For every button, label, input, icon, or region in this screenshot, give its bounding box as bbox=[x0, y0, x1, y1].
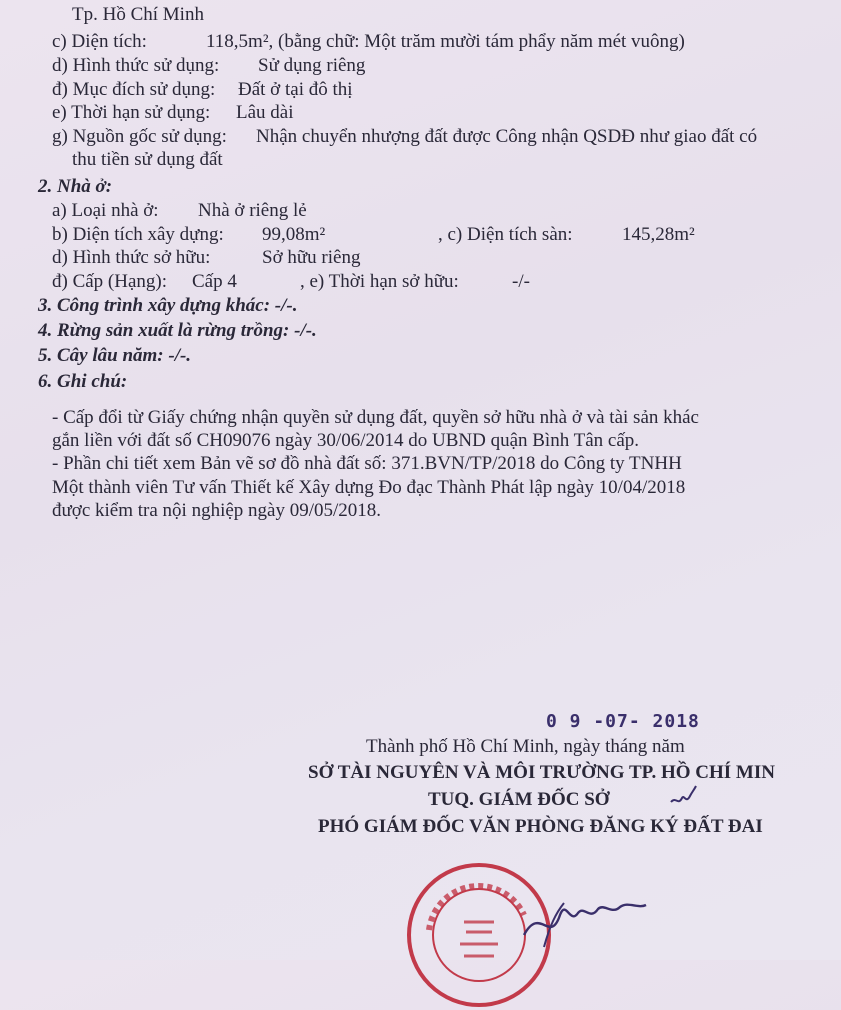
own-form-label: d) Hình thức sở hữu: bbox=[52, 247, 211, 268]
origin-value-2: thu tiền sử dụng đất bbox=[72, 149, 223, 170]
grade-label: đ) Cấp (Hạng): bbox=[52, 271, 168, 292]
note2-line1: - Phần chi tiết xem Bản vẽ sơ đồ nhà đất số: 371.BVN/TP/2018 do Công ty TNHH bbox=[52, 453, 682, 474]
term-label: e) Thời hạn sử dụng: bbox=[52, 102, 211, 123]
purpose-value: Đất ở tại đô thị bbox=[238, 79, 353, 100]
place-line: Tp. Hồ Chí Minh bbox=[72, 4, 204, 25]
house-type-value: Nhà ở riêng lẻ bbox=[198, 200, 307, 221]
grade-value: Cấp 4 bbox=[192, 271, 237, 292]
area-label: c) Diện tích: bbox=[52, 31, 147, 52]
own-form-value: Sở hữu riêng bbox=[262, 247, 361, 268]
notes-heading: 6. Ghi chú: bbox=[38, 371, 128, 392]
own-term-label: , e) Thời hạn sở hữu: bbox=[300, 271, 459, 292]
note1-line2: gắn liền với đất số CH09076 ngày 30/06/2014 do UBND quận Bình Tân cấp. bbox=[52, 430, 640, 451]
construction-line: 3. Công trình xây dựng khác: -/-. bbox=[38, 295, 298, 316]
house-heading: 2. Nhà ở: bbox=[38, 176, 113, 197]
department-name: SỞ TÀI NGUYÊN VÀ MÔI TRƯỜNG TP. HỒ CHÍ MIN bbox=[308, 762, 775, 783]
use-form-value: Sử dụng riêng bbox=[258, 55, 366, 76]
note2-line2: Một thành viên Tư vấn Thiết kế Xây dựng Đo đạc Thành Phát lập ngày 10/04/2018 bbox=[52, 477, 686, 498]
house-type-label: a) Loại nhà ở: bbox=[52, 200, 159, 221]
forest-line: 4. Rừng sản xuất là rừng trồng: -/-. bbox=[38, 320, 317, 341]
initial-mark-icon bbox=[668, 782, 698, 810]
position-title: PHÓ GIÁM ĐỐC VĂN PHÒNG ĐĂNG KÝ ĐẤT ĐAI bbox=[318, 816, 763, 837]
perennial-line: 5. Cây lâu năm: -/-. bbox=[38, 345, 192, 366]
origin-label: g) Nguồn gốc sử dụng: bbox=[52, 126, 227, 147]
build-area-label: b) Diện tích xây dựng: bbox=[52, 224, 224, 245]
purpose-label: đ) Mục đích sử dụng: bbox=[52, 79, 216, 100]
signature-icon bbox=[520, 885, 650, 955]
own-term-value: -/- bbox=[512, 271, 530, 292]
floor-area-label: , c) Diện tích sàn: bbox=[438, 224, 573, 245]
note1-line1: - Cấp đổi từ Giấy chứng nhận quyền sử dụng đất, quyền sở hữu nhà ở và tài sản khác bbox=[52, 407, 699, 428]
stamped-date: 0 9 -07- 2018 bbox=[546, 711, 700, 732]
pp-line: TUQ. GIÁM ĐỐC SỞ bbox=[428, 789, 610, 810]
city-date-line: Thành phố Hồ Chí Minh, ngày tháng năm bbox=[366, 736, 685, 757]
area-value: 118,5m², (bằng chữ: Một trăm mười tám phẩy năm mét vuông) bbox=[206, 31, 685, 52]
use-form-label: d) Hình thức sử dụng: bbox=[52, 55, 220, 76]
term-value: Lâu dài bbox=[236, 102, 294, 123]
build-area-value: 99,08m² bbox=[262, 224, 326, 245]
origin-value-1: Nhận chuyển nhượng đất được Công nhận QSDĐ như giao đất có bbox=[256, 126, 758, 147]
floor-area-value: 145,28m² bbox=[622, 224, 695, 245]
note2-line3: được kiểm tra nội nghiệp ngày 09/05/2018. bbox=[52, 500, 382, 521]
